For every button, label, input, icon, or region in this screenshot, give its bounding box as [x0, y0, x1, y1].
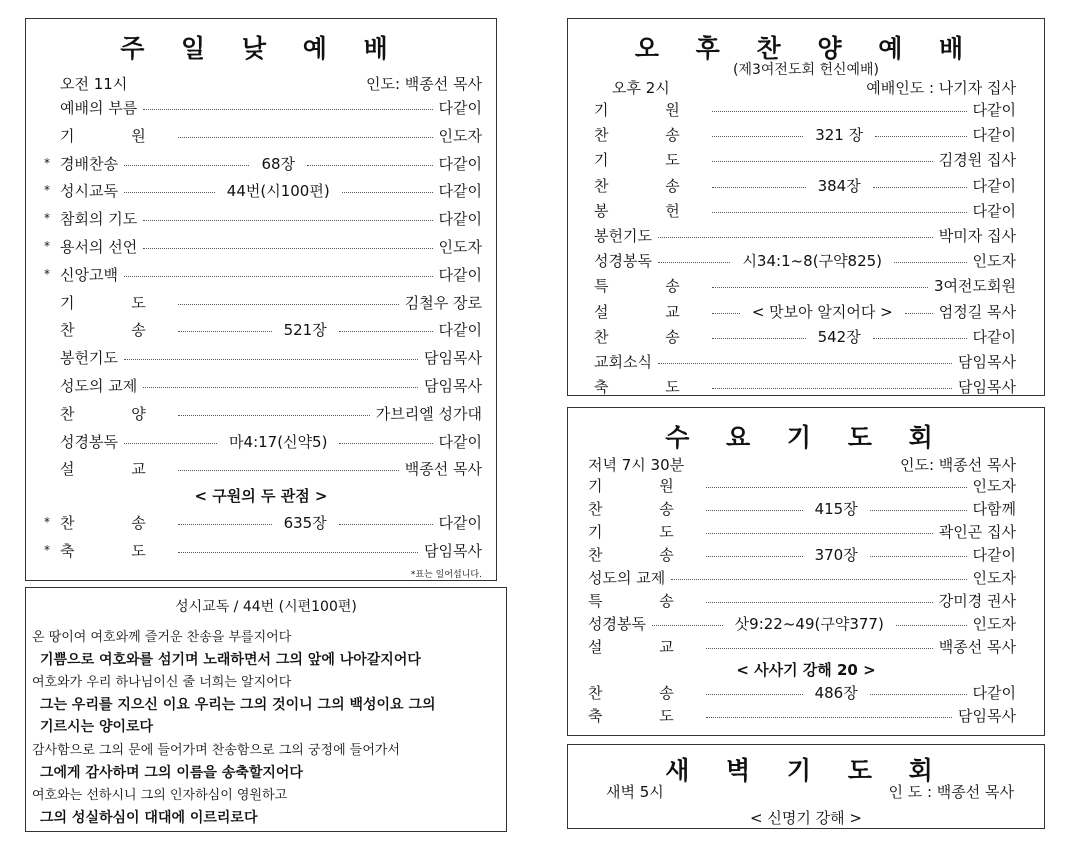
psalm-leader-line: 감사함으로 그의 문에 들어가며 찬송함으로 그의 궁정에 들어가서 — [32, 743, 400, 758]
order-detail: 68장 — [261, 154, 296, 173]
leader-dots — [712, 136, 803, 137]
standing-bullet: * — [44, 155, 50, 170]
leader-dots — [706, 717, 952, 718]
order-label: 성도의 교제 — [588, 569, 666, 587]
leader-dots — [178, 137, 433, 138]
order-row — [60, 153, 482, 174]
order-row — [60, 347, 482, 368]
leader-dots — [339, 331, 433, 332]
leader-dots — [652, 625, 723, 626]
order-person: 담임목사 — [958, 353, 1016, 371]
order-person: 다같이 — [972, 327, 1017, 346]
afternoon-worship-box — [567, 18, 1045, 396]
order-person: 다같이 — [438, 182, 483, 201]
order-label: 봉헌기도 — [60, 349, 118, 368]
order-row — [60, 236, 482, 257]
psalm-response-line: 그의 성실하심이 대대에 이르리로다 — [40, 809, 258, 826]
sunday-leader: 인도: 백종선 목사 — [365, 75, 482, 93]
leader-dots — [143, 220, 432, 221]
order-row — [60, 125, 482, 146]
order-detail: 521장 — [283, 321, 327, 340]
psalm-leader-line: 온 땅이여 여호와께 즐거운 찬송을 부를지어다 — [32, 630, 292, 645]
order-row — [588, 613, 1016, 634]
leader-dots — [143, 248, 432, 249]
order-row — [588, 636, 1016, 657]
sunday-worship-box — [25, 18, 497, 581]
afternoon-leader: 예배인도 : 나기자 집사 — [866, 79, 1016, 97]
order-person: 백종선 목사 — [938, 638, 1016, 656]
wednesday-header — [588, 454, 1016, 475]
order-person: 담임목사 — [424, 377, 482, 395]
order-label: 봉헌기도 — [594, 227, 652, 245]
psalm-response-line: 그에게 감사하며 그의 이름을 송축할지어다 — [40, 764, 303, 781]
order-label: 경배찬송 — [60, 154, 118, 173]
order-detail: 542장 — [817, 327, 861, 346]
order-person: 다같이 — [438, 432, 483, 451]
sunday-title: 주 일 낮 예 배 — [120, 34, 402, 63]
leader-dots — [706, 533, 933, 534]
afternoon-subtitle: (제3여전도회 헌신예배) — [733, 62, 879, 78]
wednesday-sermon-title: < 사사기 강해 20 > — [736, 661, 876, 679]
order-row — [594, 351, 1016, 372]
order-row — [594, 99, 1016, 120]
order-row — [60, 319, 482, 340]
leader-dots — [706, 487, 967, 488]
order-label: 신앙고백 — [60, 265, 118, 284]
order-person: 박미자 집사 — [938, 227, 1016, 245]
order-row — [588, 682, 1016, 703]
order-label: 교회소식 — [594, 353, 652, 371]
dawn-header — [606, 781, 1014, 802]
order-label: 특 송 — [588, 592, 700, 610]
sunday-sermon-title: < 구원의 두 관점 > — [194, 487, 328, 505]
order-detail: 321 장 — [815, 126, 864, 145]
order-person: 인도자 — [438, 238, 482, 256]
order-detail: 시34:1~8(구약825) — [742, 252, 883, 271]
order-row — [60, 375, 482, 396]
leader-dots — [706, 602, 933, 603]
order-label: 찬 송 — [588, 684, 700, 702]
standing-bullet: * — [44, 542, 50, 557]
order-label: 성시교독 — [60, 182, 118, 201]
order-row — [60, 264, 482, 285]
leader-dots — [178, 331, 272, 332]
order-row — [60, 540, 482, 561]
order-row — [588, 590, 1016, 611]
order-label: 설 교 — [588, 638, 700, 656]
order-person: 다같이 — [438, 265, 482, 284]
leader-dots — [178, 524, 272, 525]
order-row — [60, 458, 482, 479]
order-person: 다같이 — [972, 176, 1017, 195]
order-row — [594, 250, 1016, 271]
leader-dots — [124, 359, 418, 360]
psalm-title: 성시교독 / 44번 (시편100편) — [175, 599, 357, 615]
wednesday-title: 수 요 기 도 회 — [665, 423, 947, 452]
leader-dots — [870, 510, 967, 511]
order-detail: 635장 — [283, 514, 327, 532]
order-label: 용서의 선언 — [60, 238, 138, 256]
standing-note: *표는 일어섭니다. — [410, 570, 482, 580]
order-detail: < 맛보아 알지어다 > — [751, 302, 893, 321]
order-label: 참회의 기도 — [60, 210, 138, 229]
sunday-time: 오전 11시 — [60, 75, 128, 93]
order-person: 다같이 — [438, 154, 482, 173]
psalm-reading-box — [25, 587, 507, 832]
order-person: 강미경 권사 — [938, 592, 1016, 610]
leader-dots — [658, 363, 952, 364]
leader-dots — [712, 161, 933, 162]
order-label: 기 원 — [594, 101, 706, 119]
order-row — [60, 208, 482, 229]
order-row — [588, 498, 1016, 519]
order-label: 예배의 부름 — [60, 99, 138, 117]
order-label: 성경봉독 — [588, 615, 646, 633]
leader-dots — [712, 338, 806, 339]
order-row — [594, 124, 1016, 145]
order-row — [60, 403, 482, 424]
leader-dots — [712, 388, 952, 389]
order-person: 다함께 — [972, 500, 1017, 518]
dawn-time: 새벽 5시 — [606, 783, 664, 801]
leader-dots — [339, 443, 432, 444]
order-label: 기 도 — [594, 151, 706, 170]
leader-dots — [658, 237, 933, 238]
leader-dots — [658, 262, 730, 263]
order-row — [588, 475, 1016, 496]
order-person: 인도자 — [438, 126, 482, 145]
order-person: 담임목사 — [958, 707, 1016, 725]
order-detail: 370장 — [814, 546, 858, 564]
order-label: 찬 송 — [60, 514, 172, 532]
sunday-header — [60, 73, 482, 94]
order-row — [60, 292, 482, 313]
order-person: 다같이 — [972, 684, 1017, 702]
standing-bullet: * — [44, 239, 50, 253]
leader-dots — [178, 304, 399, 305]
order-row — [594, 275, 1016, 296]
order-row — [588, 521, 1016, 542]
order-row — [588, 567, 1016, 588]
order-label: 축 도 — [60, 541, 172, 560]
leader-dots — [905, 313, 933, 314]
leader-dots — [178, 415, 370, 416]
order-person: 다같이 — [972, 546, 1017, 564]
order-row — [594, 175, 1016, 196]
order-detail: 마4:17(신약5) — [229, 432, 328, 451]
order-person: 다같이 — [972, 201, 1016, 220]
leader-dots — [712, 111, 967, 112]
standing-bullet: * — [44, 211, 50, 226]
order-person: 가브리엘 성가대 — [375, 404, 482, 423]
order-person: 인도자 — [972, 252, 1016, 271]
order-label: 찬 송 — [594, 176, 706, 195]
order-person: 담임목사 — [424, 541, 482, 560]
order-label: 찬 송 — [60, 321, 172, 340]
leader-dots — [342, 192, 433, 193]
order-person: 김경원 집사 — [938, 151, 1016, 170]
order-label: 성경봉독 — [594, 252, 652, 271]
leader-dots — [178, 470, 399, 471]
wednesday-leader: 인도: 백종선 목사 — [899, 456, 1016, 474]
order-label: 기 원 — [60, 126, 172, 145]
leader-dots — [873, 187, 967, 188]
order-person: 다같이 — [972, 101, 1016, 119]
leader-dots — [307, 165, 432, 166]
order-label: 축 도 — [594, 378, 706, 397]
leader-dots — [124, 165, 249, 166]
order-row — [594, 225, 1016, 246]
leader-dots — [706, 556, 803, 557]
psalm-response-line: 기르시는 양이로다 — [40, 719, 154, 736]
order-person: 다같이 — [438, 210, 482, 229]
order-row — [588, 705, 1016, 726]
leader-dots — [873, 338, 967, 339]
order-detail: 삿9:22~49(구약377) — [734, 615, 884, 633]
order-row — [594, 376, 1016, 397]
order-person: 담임목사 — [958, 378, 1016, 397]
order-person: 인도자 — [972, 569, 1016, 587]
order-label: 설 교 — [594, 302, 706, 321]
wednesday-time: 저녁 7시 30분 — [588, 456, 685, 474]
dawn-leader: 인 도 : 백종선 목사 — [888, 783, 1014, 801]
psalm-response-line: 그는 우리를 지으신 이요 우리는 그의 것이니 그의 백성이요 그의 — [40, 696, 436, 713]
order-person: 다같이 — [438, 99, 482, 117]
leader-dots — [706, 648, 933, 649]
standing-bullet: * — [44, 183, 50, 198]
afternoon-time: 오후 2시 — [612, 79, 670, 97]
leader-dots — [894, 262, 966, 263]
order-row — [60, 512, 482, 533]
leader-dots — [712, 212, 967, 213]
order-row — [60, 431, 482, 452]
psalm-response-line: 기쁨으로 여호와를 섬기며 노래하면서 그의 앞에 나아갈지어다 — [40, 651, 421, 668]
order-detail: 415장 — [814, 500, 858, 518]
leader-dots — [124, 443, 217, 444]
leader-dots — [712, 287, 928, 288]
dawn-title: 새 벽 기 도 회 — [665, 756, 947, 785]
leader-dots — [706, 510, 803, 511]
order-label: 성경봉독 — [60, 432, 118, 451]
order-label: 성도의 교제 — [60, 377, 138, 395]
order-detail: 44번(시100편) — [226, 182, 330, 201]
leader-dots — [706, 694, 803, 695]
order-label: 찬 송 — [594, 126, 706, 145]
order-person: 백종선 목사 — [404, 460, 482, 479]
order-person: 다같이 — [438, 514, 483, 532]
psalm-leader-line: 여호와는 선하시니 그의 인자하심이 영원하고 — [32, 788, 288, 804]
leader-dots — [870, 556, 967, 557]
order-person: 3여전도회원 — [934, 277, 1016, 296]
order-person: 김철우 장로 — [404, 293, 482, 312]
leader-dots — [339, 524, 433, 525]
order-person: 담임목사 — [424, 349, 482, 368]
order-person: 인도자 — [972, 477, 1016, 495]
order-label: 기 도 — [60, 293, 172, 312]
leader-dots — [875, 136, 966, 137]
order-detail: 486장 — [814, 684, 858, 702]
leader-dots — [178, 552, 418, 553]
psalm-leader-line: 여호와가 우리 하나님이신 줄 너희는 알지어다 — [32, 675, 292, 691]
order-label: 찬 송 — [588, 500, 700, 518]
order-label: 기 도 — [588, 523, 700, 541]
order-label: 기 원 — [588, 477, 700, 495]
order-label: 찬 양 — [60, 404, 172, 423]
leader-dots — [870, 694, 967, 695]
wednesday-prayer-box — [567, 407, 1045, 736]
afternoon-title: 오 후 찬 양 예 배 — [634, 34, 978, 63]
order-row — [594, 149, 1016, 170]
leader-dots — [124, 276, 433, 277]
order-label: 설 교 — [60, 460, 172, 479]
order-row — [594, 301, 1016, 322]
leader-dots — [124, 192, 215, 193]
order-row — [60, 180, 482, 201]
standing-bullet: * — [44, 515, 50, 529]
order-row — [60, 97, 482, 118]
order-label: 축 도 — [588, 707, 700, 725]
order-label: 찬 송 — [594, 327, 706, 346]
order-person: 엄정길 목사 — [938, 302, 1016, 321]
leader-dots — [671, 579, 966, 580]
dawn-prayer-box — [567, 744, 1045, 829]
leader-dots — [712, 187, 806, 188]
order-label: 특 송 — [594, 277, 706, 296]
leader-dots — [143, 109, 432, 110]
order-label: 봉 헌 — [594, 201, 706, 220]
order-label: 찬 송 — [588, 546, 700, 564]
leader-dots — [143, 387, 418, 388]
order-person: 다같이 — [972, 126, 1016, 145]
leader-dots — [712, 313, 740, 314]
standing-bullet: * — [44, 266, 50, 281]
order-person: 곽인곤 집사 — [938, 523, 1016, 541]
order-detail: 384장 — [817, 176, 861, 195]
leader-dots — [896, 625, 967, 626]
order-row — [594, 326, 1016, 347]
order-person: 다같이 — [438, 321, 483, 340]
order-row — [594, 200, 1016, 221]
afternoon-header — [612, 77, 1016, 98]
order-person: 인도자 — [972, 615, 1017, 633]
dawn-sermon-title: < 신명기 강해 > — [750, 809, 862, 827]
order-row — [588, 544, 1016, 565]
